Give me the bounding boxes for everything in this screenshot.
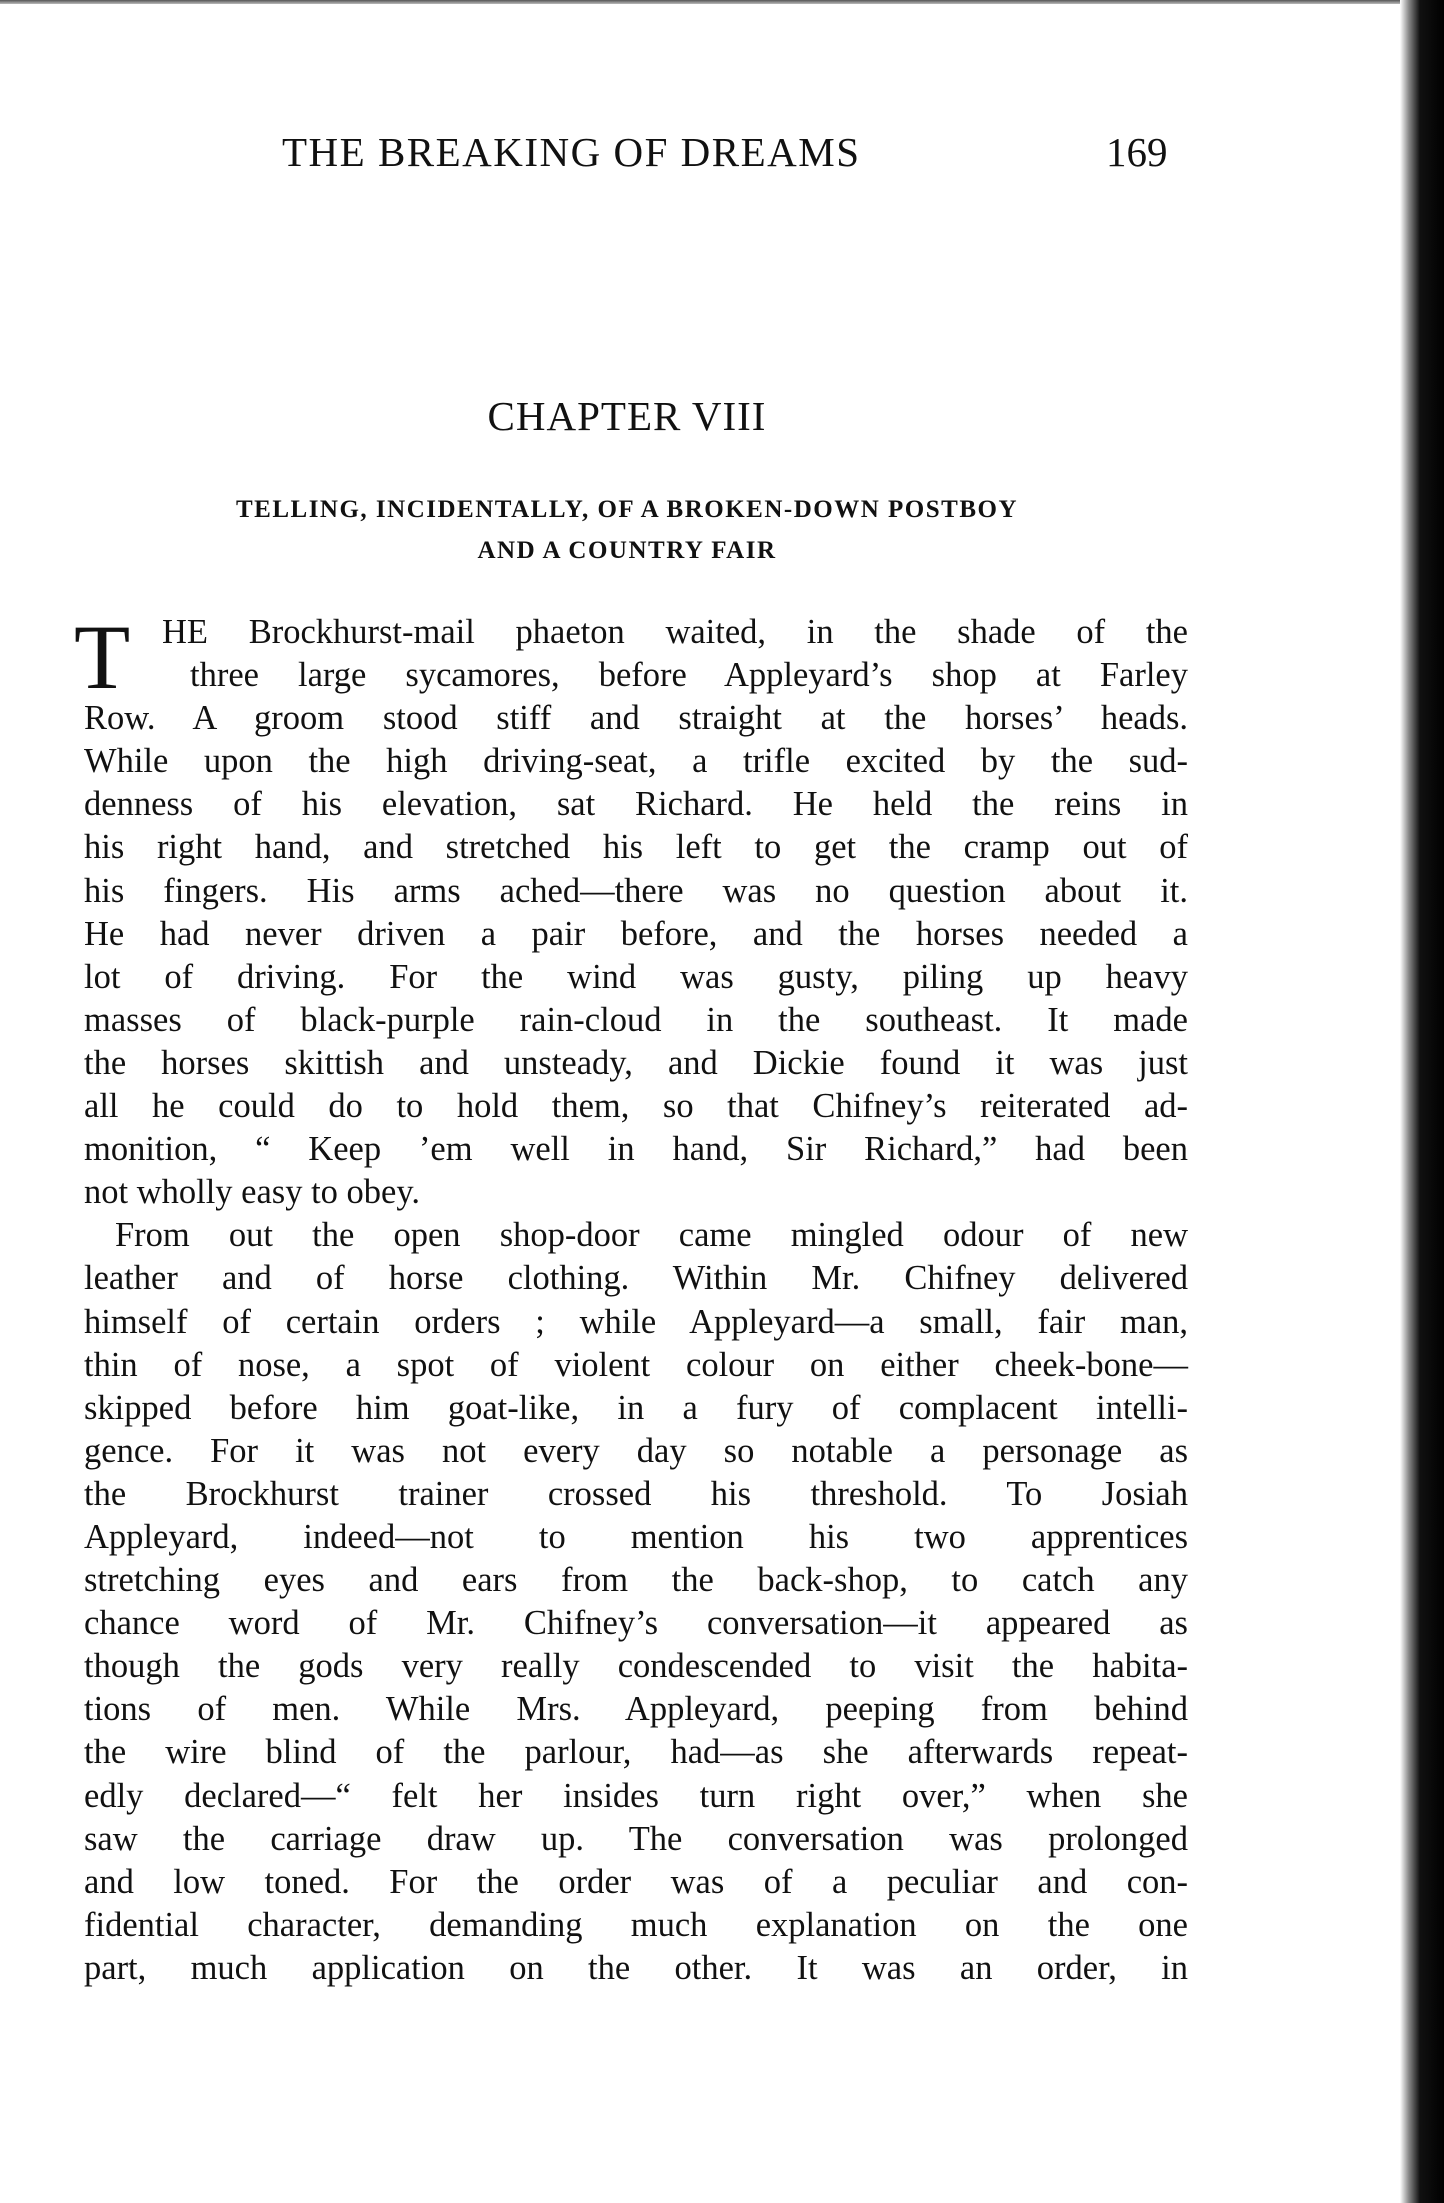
text-line: the Brockhurst trainer crossed his threshold. To Josiah bbox=[84, 1474, 1188, 1513]
text-line: While upon the high driving-seat, a trifle excited by the sud- bbox=[84, 742, 1188, 781]
text-line: the horses skittish and unsteady, and Dickie found it was just bbox=[84, 1043, 1188, 1082]
text-line: stretching eyes and ears from the back-shop, to catch any bbox=[84, 1561, 1188, 1600]
body-text bbox=[74, 606, 1188, 1990]
chapter-subtitle-line-1: TELLING, INCIDENTALLY, OF A BROKEN-DOWN POSTBOY bbox=[236, 496, 1018, 523]
page-number: 169 bbox=[1106, 129, 1168, 175]
text-line: the wire blind of the parlour, had—as she afterwards repeat- bbox=[84, 1733, 1188, 1772]
text-line: three large sycamores, before Appleyard’s shop at Farley bbox=[190, 656, 1188, 695]
text-line: part, much application on the other. It was an order, in bbox=[84, 1948, 1188, 1987]
chapter-subtitle-line-2: AND A COUNTRY FAIR bbox=[477, 537, 777, 564]
text-line: and low toned. For the order was of a peculiar and con- bbox=[84, 1862, 1188, 1901]
text-line: masses of black-purple rain-cloud in the southeast. It made bbox=[84, 1000, 1188, 1039]
text-line: edly declared—“ felt her insides turn right over,” when she bbox=[84, 1776, 1188, 1815]
running-title: THE BREAKING OF DREAMS bbox=[282, 129, 861, 175]
text-line: He had never driven a pair before, and the horses needed a bbox=[84, 914, 1188, 953]
text-line: From out the open shop-door came mingled odour of new bbox=[115, 1216, 1188, 1255]
page-top-edge bbox=[0, 0, 1444, 4]
text-line: denness of his elevation, sat Richard. He held the reins in bbox=[84, 785, 1188, 824]
text-line: not wholly easy to obey. bbox=[84, 1173, 421, 1212]
text-line: all he could do to hold them, so that Chifney’s reiterated ad- bbox=[84, 1087, 1188, 1126]
text-line: monition, “ Keep ’em well in hand, Sir Richard,” had been bbox=[84, 1130, 1188, 1169]
text-line: his right hand, and stretched his left to get the cramp out of bbox=[84, 828, 1188, 867]
drop-cap: T bbox=[74, 606, 131, 708]
text-line: leather and of horse clothing. Within Mr. Chifney delivered bbox=[84, 1259, 1188, 1298]
chapter-title: CHAPTER VIII bbox=[487, 393, 767, 439]
text-line: fidential character, demanding much explanation on the one bbox=[84, 1905, 1188, 1944]
text-line: his fingers. His arms ached—there was no question about it. bbox=[84, 871, 1188, 910]
text-line: HE Brockhurst-mail phaeton waited, in the shade of the bbox=[162, 613, 1188, 651]
paragraph-2 bbox=[84, 1214, 1188, 1990]
text-line: Row. A groom stood stiff and straight at the horses’ heads. bbox=[84, 699, 1188, 738]
text-line: thin of nose, a spot of violent colour on either cheek-bone— bbox=[84, 1345, 1188, 1384]
text-line: saw the carriage draw up. The conversation was prolonged bbox=[84, 1819, 1188, 1858]
text-line: tions of men. While Mrs. Appleyard, peeping from behind bbox=[84, 1690, 1188, 1729]
text-line: chance word of Mr. Chifney’s conversation—it appeared as bbox=[84, 1604, 1188, 1643]
text-line: himself of certain orders ; while Appleyard—a small, fair man, bbox=[84, 1302, 1188, 1341]
text-line: lot of driving. For the wind was gusty, piling up heavy bbox=[84, 957, 1188, 996]
text-line: Appleyard, indeed—not to mention his two apprentices bbox=[84, 1517, 1188, 1556]
paragraph-1 bbox=[84, 611, 1188, 1214]
text-line: though the gods very really condescended to visit the habita- bbox=[84, 1647, 1188, 1686]
page-right-edge-shadow bbox=[1400, 0, 1444, 2203]
text-line: gence. For it was not every day so notable a personage as bbox=[84, 1431, 1188, 1470]
text-line: skipped before him goat-like, in a fury of complacent intelli- bbox=[84, 1388, 1188, 1427]
